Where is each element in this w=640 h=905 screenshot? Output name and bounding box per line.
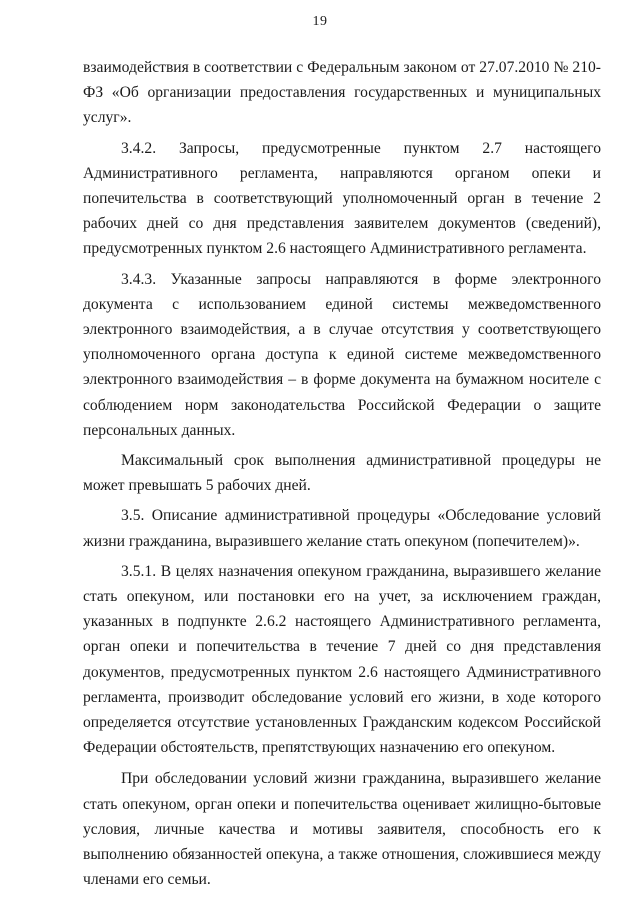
paragraph-intro-continuation: взаимодействия в соответствии с Федеральным законом от 27.07.2010 № 210-ФЗ «Об организации предоставления государственных и муниципальных услуг». — [83, 59, 601, 127]
paragraph-3-5-heading: 3.5. Описание административной процедуры «Обследование условий жизни гражданина, выразившего желание стать опекуном (попечителем)». — [83, 507, 601, 550]
page-number: 19 — [312, 14, 328, 29]
document-body — [83, 55, 601, 893]
paragraph-examination: При обследовании условий жизни гражданина, выразившего желание стать опекуном, орган опеки и попечительства оценивает жилищно-бытовые условия, личные качества и мотивы заявителя, способность его к выполнению обязанностей опекуна, а также отношения, сложившиеся между членами его семьи. — [83, 770, 601, 889]
paragraph-3-4-3: 3.4.3. Указанные запросы направляются в форме электронного документа с использованием единой системы межведомственного электронного взаимодействия, а в случае отсутствия у соответствующего уполномоченного органа доступа к единой системе межведомственного электронного взаимодействия – в форме документа на бумажном носителе с соблюдением норм законодательства Российской Федерации о защите персональных данных. — [83, 270, 601, 439]
paragraph-3-4-2: 3.4.2. Запросы, предусмотренные пунктом 2.7 настоящего Административного регламента, направляются органом опеки и попечительства в соответствующий уполномоченный орган в течение 2 рабочих дней со дня представления заявителем документов (сведений), предусмотренных пунктом 2.6 настоящего Административного регламента. — [83, 139, 601, 258]
paragraph-3-5-1: 3.5.1. В целях назначения опекуном гражданина, выразившего желание стать опекуном, или постановки его на учет, за исключением граждан, указанных в подпункте 2.6.2 настоящего Административного регламента, орган опеки и попечительства в течение 7 дней со дня представления документов, предусмотренных пунктом 2.6 настоящего Административного регламента, производит обследование условий его жизни, в ходе которого определяется отсутствие установленных Гражданским кодексом Российской Федерации обстоятельств, препятствующих назначению его опекуном. — [83, 562, 601, 757]
paragraph-max-term: Максимальный срок выполнения административной процедуры не может превышать 5 рабочих дней. — [83, 452, 601, 495]
